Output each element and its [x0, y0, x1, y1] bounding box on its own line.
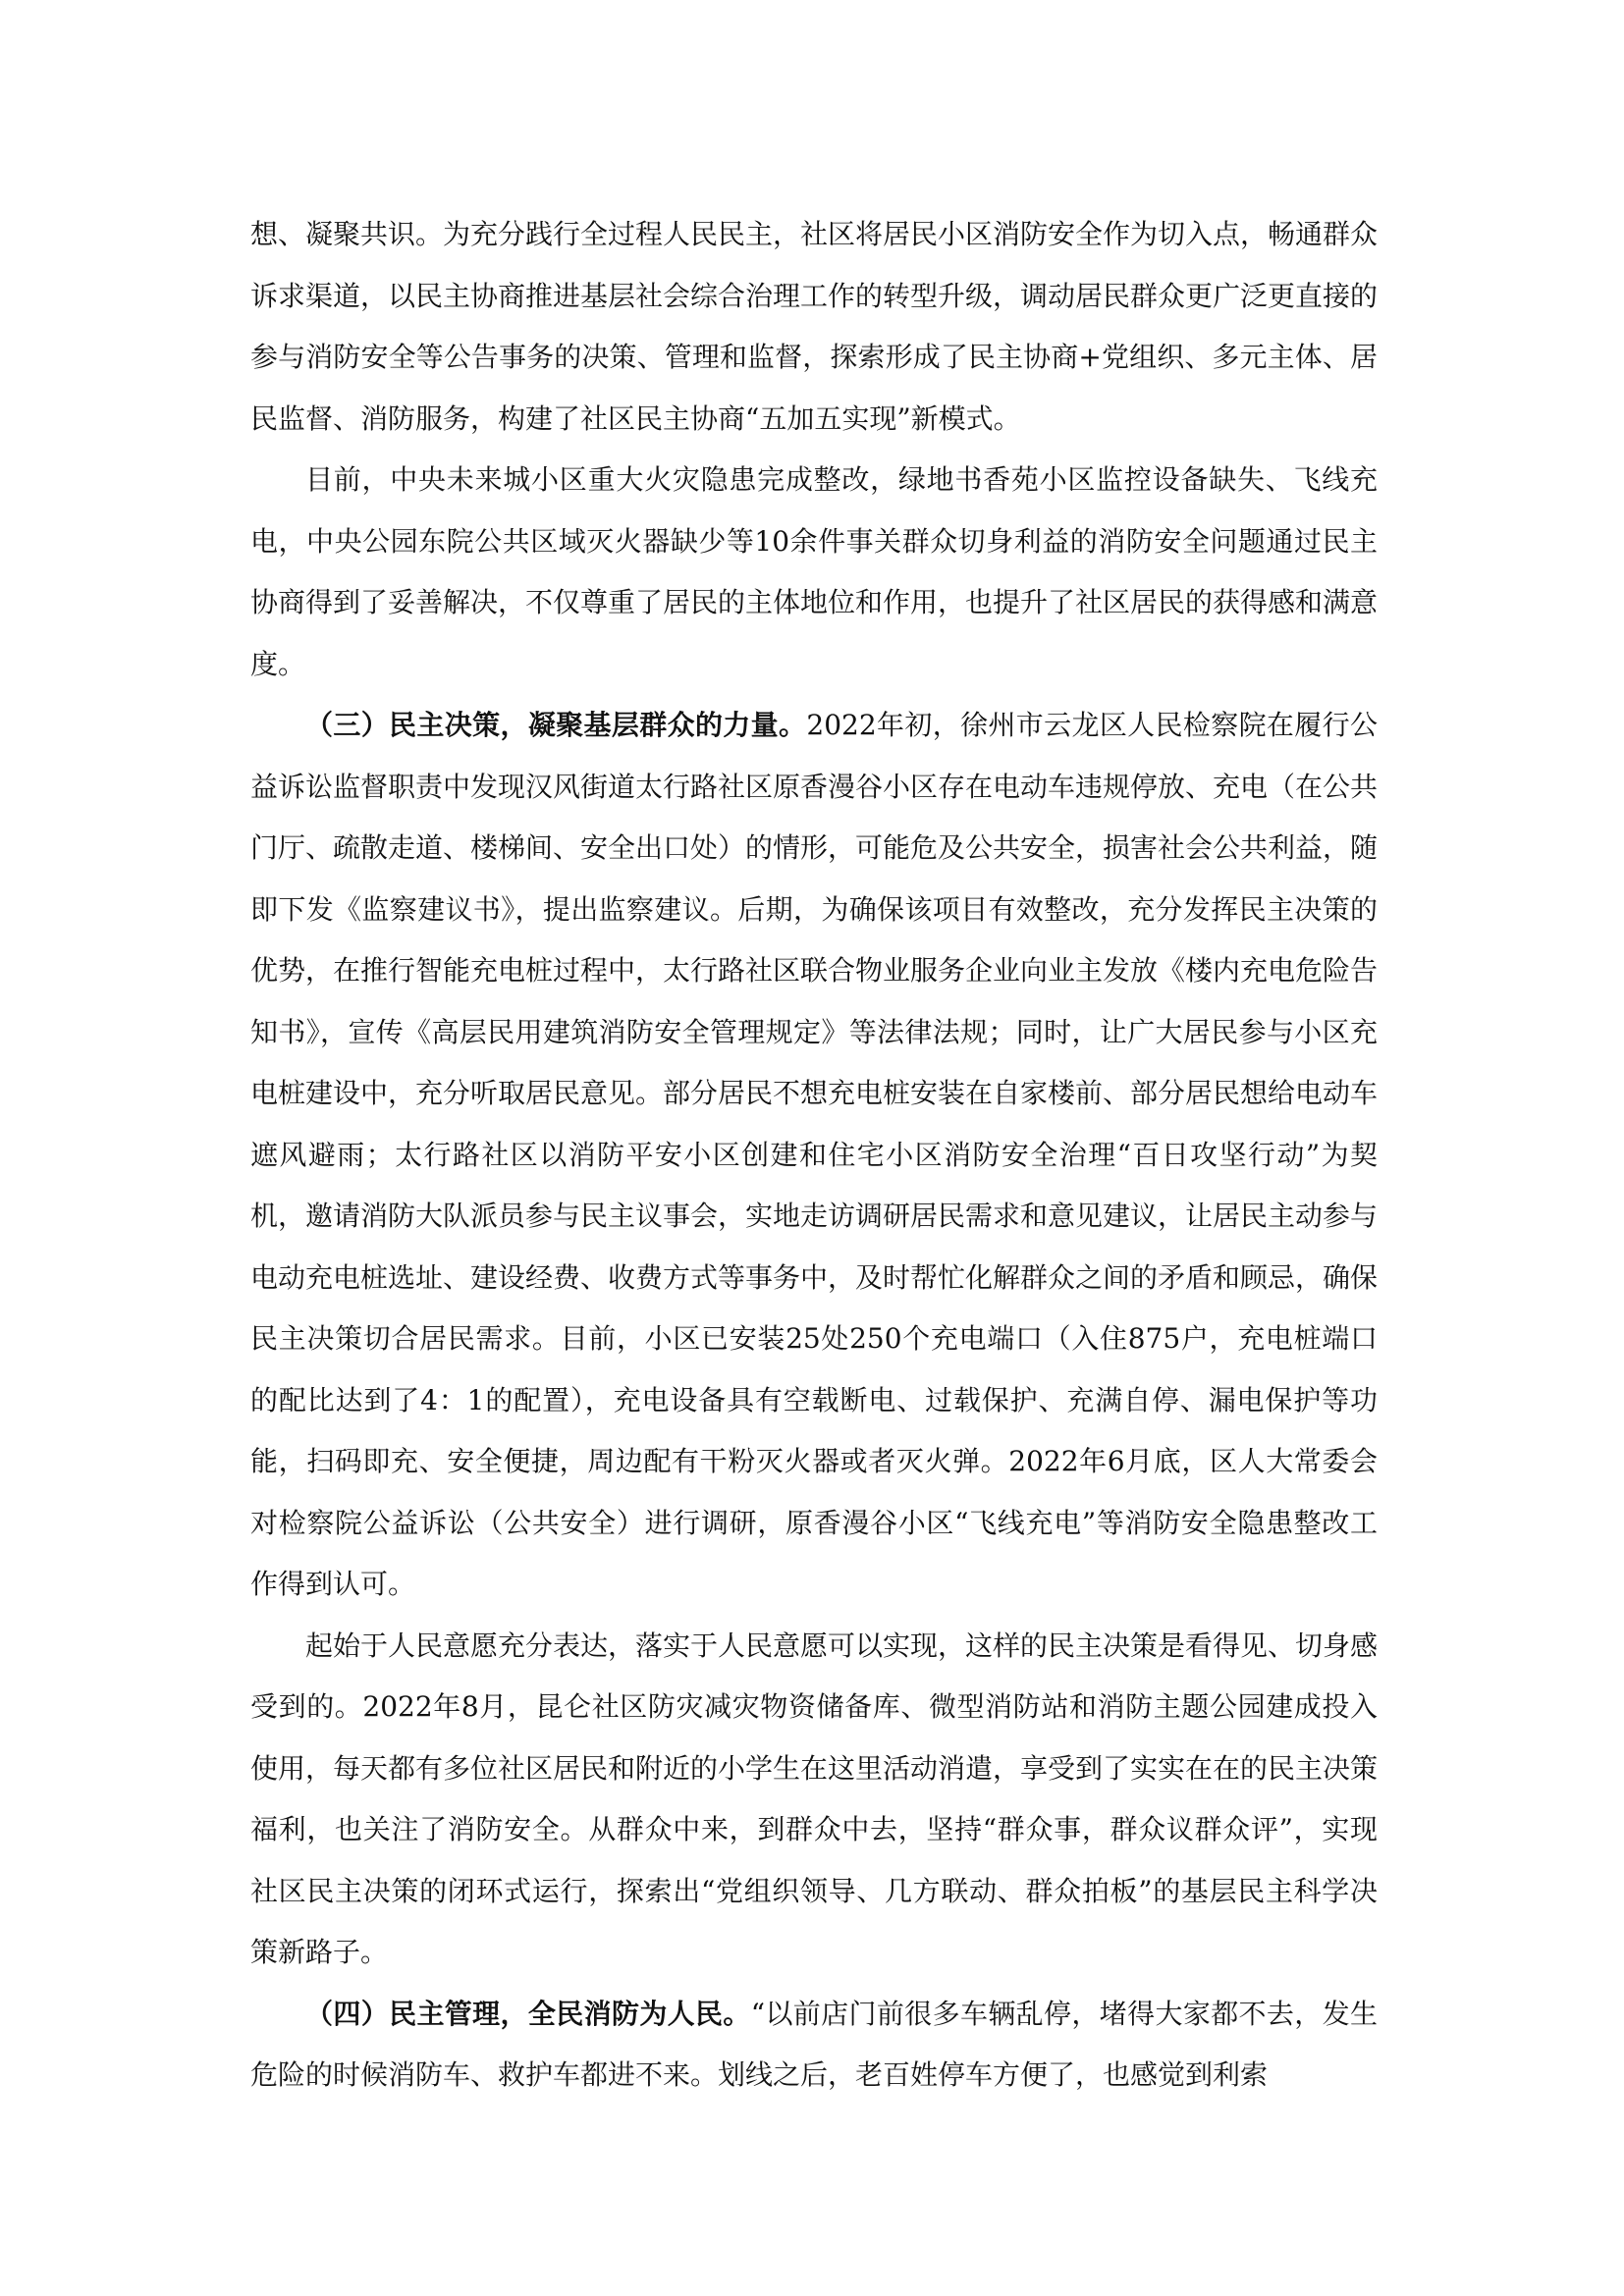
paragraph-2 [250, 450, 1378, 695]
paragraph-4-text: 起始于人民意愿充分表达，落实于人民意愿可以实现，这样的民主决策是看得见、切身感受到的。2022年8月，昆仑社区防灾减灾物资储备库、微型消防站和消防主题公园建成投入使用，每天都有多位社区居民和附近的小学生在这里活动消遣，享受到了实实在在的民主决策福利，也关注了消防安全。从群众中来，到群众中去，坚持“群众事，群众议群众评”，实现社区民主决策的闭环式运行，探索出“党组织领导、几方联动、群众拍板”的基层民主科学决策新路子。 [250, 1629, 1379, 1968]
paragraph-5-text: “以前店门前很多车辆乱停，堵得大家都不去，发生危险的时候消防车、救护车都进不来。划线之后，老百姓停车方便了，也感觉到利索 [250, 1997, 1378, 2091]
paragraph-1 [250, 204, 1378, 450]
section-heading-4: （四）民主管理，全民消防为人民。 [305, 1997, 751, 2030]
paragraph-1-text: 想、凝聚共识。为充分践行全过程人民民主，社区将居民小区消防安全作为切入点，畅通群众诉求渠道，以民主协商推进基层社会综合治理工作的转型升级，调动居民群众更广泛更直接的参与消防安全等公告事务的决策、管理和监督，探索形成了民主协商+党组织、多元主体、居民监督、消防服务，构建了社区民主协商“五加五实现”新模式。 [250, 218, 1379, 435]
paragraph-3 [250, 695, 1378, 1616]
paragraph-2-text: 目前，中央未来城小区重大火灾隐患完成整改，绿地书香苑小区监控设备缺失、飞线充电，中央公园东院公共区域灭火器缺少等10余件事关群众切身利益的消防安全问题通过民主协商得到了妥善解决，不仅尊重了居民的主体地位和作用，也提升了社区居民的获得感和满意度。 [250, 463, 1379, 680]
paragraph-3-text: 2022年初，徐州市云龙区人民检察院在履行公益诉讼监督职责中发现汉风街道太行路社区原香漫谷小区存在电动车违规停放、充电（在公共门厅、疏散走道、楼梯间、安全出口处）的情形，可能危及公共安全，损害社会公共利益，随即下发《监察建议书》，提出监察建议。后期，为确保该项目有效整改，充分发挥民主决策的优势，在推行智能充电桩过程中，太行路社区联合物业服务企业向业主发放《楼内充电危险告知书》，宣传《高层民用建筑消防安全管理规定》等法律法规；同时，让广大居民参与小区充电桩建设中，充分听取居民意见。部分居民不想充电桩安装在自家楼前、部分居民想给电动车遮风避雨；太行路社区以消防平安小区创建和住宅小区消防安全治理“百日攻坚行动”为契机，邀请消防大队派员参与民主议事会，实地走访调研居民需求和意见建议，让居民主动参与电动充电桩选址、建设经费、收费方式等事务中，及时帮忙化解群众之间的矛盾和顾忌，确保民主决策切合居民需求。目前，小区已安装25处250个充电端口（入住875户，充电桩端口的配比达到了4：1的配置），充电设备具有空载断电、过载保护、充满自停、漏电保护等功能，扫码即充、安全便捷，周边配有干粉灭火器或者灭火弹。2022年6月底，区人大常委会对检察院公益诉讼（公共安全）进行调研，原香漫谷小区“飞线充电”等消防安全隐患整改工作得到认可。 [250, 709, 1379, 1600]
paragraph-4 [250, 1616, 1378, 1984]
document-page [250, 204, 1378, 2107]
section-heading-3: （三）民主决策，凝聚基层群众的力量。 [305, 709, 807, 741]
paragraph-5 [250, 1984, 1378, 2107]
